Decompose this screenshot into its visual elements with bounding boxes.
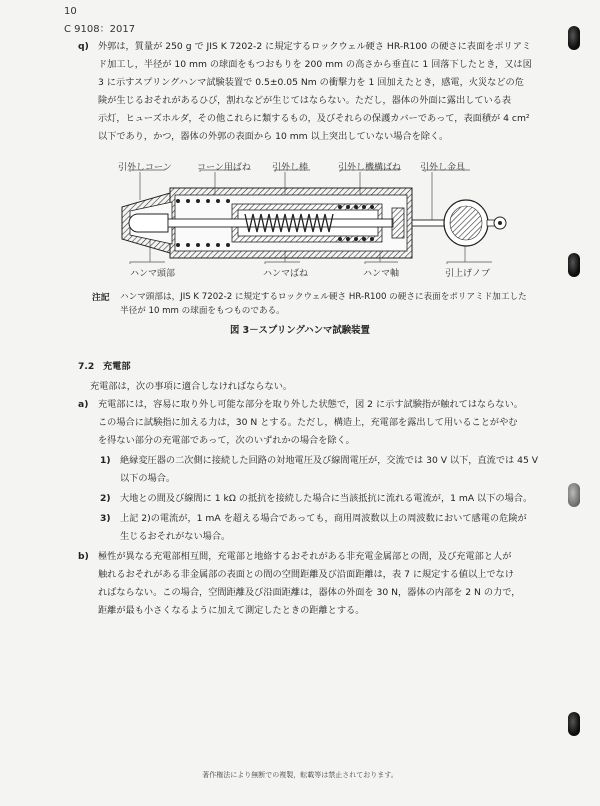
section-intro: 充電部は，次の事項に適合しなければならない。 — [90, 381, 293, 392]
subitem-line: 絶縁変圧器の二次側に接続した回路の対地電圧及び線間電圧が，交流では 30 V 以下，直流では 45 V — [120, 455, 539, 466]
figure-label-trip-cone: 引外しコーン — [118, 163, 172, 173]
figure-label-hammer-spring: ハンマばね — [263, 269, 309, 279]
item-b-line: 触れるおそれがある非金属部の表面との間の空間距離及び沿面距離は，表 7 に規定する値以上でなけ — [98, 569, 514, 580]
figure-label-hammer-head: ハンマ頭部 — [130, 269, 176, 279]
subitem-marker: 2) — [100, 493, 111, 504]
figure-label-hammer-shaft: ハンマ軸 — [363, 269, 400, 279]
binder-hole-icon — [568, 712, 580, 736]
subitem-line: 大地との間及び線間に 1 kΩ の抵抗を接続した場合に当該抵抗に流れる電流が，1 mA 以下の場合。 — [120, 493, 533, 504]
subitem-marker: 1) — [100, 455, 111, 466]
item-q-line: ド加工し，半径が 10 mm の球面をもつおもりを 200 mm の高さから垂直に 1 回落下したとき，又は図 — [98, 59, 532, 70]
figure-note-text: ハンマ頭部は，JIS K 7202-2 に規定するロックウェル硬さ HR-R100 の硬さに表面をポリアミド加工した — [120, 292, 527, 302]
figure-caption: 図 3－スプリングハンマ試験装置 — [230, 325, 370, 336]
item-q-line: 示灯，ヒューズホルダ，その他これらに類するもの，及びそれらの保護カバーであって，表面積が 4 cm² — [98, 113, 530, 124]
figure-label-trip-rod: 引外し棒 — [272, 163, 309, 173]
item-b-line: 距離が最も小さくなるように加えて測定したときの距離とする。 — [98, 605, 365, 616]
binder-hole-icon — [568, 483, 580, 507]
item-b-line: 極性が異なる充電部相互間，充電部と地絡するおそれがある非充電金属部との間，及び充電部と人が — [98, 551, 512, 562]
item-q-line: 以下であり，かつ，器体の外郭の表面から 10 mm 以上突出していない場合を除く。 — [98, 131, 449, 142]
figure-label-cone-spring: コーン用ばね — [197, 163, 251, 173]
item-a-line: を得ない部分の充電部であって，次のいずれかの場合を除く。 — [98, 435, 355, 446]
page-number: 10 — [64, 6, 77, 17]
item-a-line: この場合に試験指に加える力は，30 N とする。ただし，構造上，充電部を露出して用いることがやむ — [98, 417, 518, 428]
item-q-line: 外郭は，質量が 250 g で JIS K 7202-2 に規定するロックウェル硬さ HR-R100 の硬さに表面をポリアミ — [98, 41, 532, 52]
spring-hammer-diagram — [0, 0, 600, 300]
item-q-line: 険が生じるおそれがあるひび，割れなどが生じてはならない。ただし，器体の外面に露出している表 — [98, 95, 512, 106]
figure-note-text: 半径が 10 mm の球面をもつものである。 — [120, 306, 285, 316]
section-title: 充電部 — [103, 361, 131, 372]
standard-id: C 9108：2017 — [64, 24, 136, 35]
subitem-marker: 3) — [100, 513, 111, 524]
item-a-marker: a) — [78, 399, 89, 410]
item-b-line: ればならない。この場合，空間距離及び沿面距離は，器体の外面を 30 N，器体の内部を 2 N の力で， — [98, 587, 521, 598]
figure-label-trip-fitting: 引外し金具 — [420, 163, 466, 173]
subitem-line: 以下の場合。 — [120, 473, 176, 484]
copyright-notice: 著作権法により無断での複製，転載等は禁止されております。 — [202, 771, 398, 779]
item-a-line: 充電部には，容易に取り外し可能な部分を取り外した状態で，図 2 に示す試験指が触れてはならない。 — [98, 399, 523, 410]
section-number: 7.2 — [78, 361, 95, 372]
figure-note-label: 注記 — [92, 293, 110, 303]
item-b-marker: b) — [78, 551, 89, 562]
item-q-line: 3 に示すスプリングハンマ試験装置で 0.5±0.05 Nm の衝撃力を 1 回加えたとき，感電，火災などの危 — [98, 77, 524, 88]
subitem-line: 生じるおそれがない場合。 — [120, 531, 231, 542]
figure-label-trip-mechanism-spring: 引外し機構ばね — [338, 163, 402, 173]
item-q-marker: q) — [78, 41, 89, 52]
figure-label-pull-knob: 引上げノブ — [445, 269, 491, 279]
subitem-line: 上記 2)の電流が，1 mA を超える場合であっても，商用周波数以上の周波数において感電の危険が — [120, 513, 527, 524]
